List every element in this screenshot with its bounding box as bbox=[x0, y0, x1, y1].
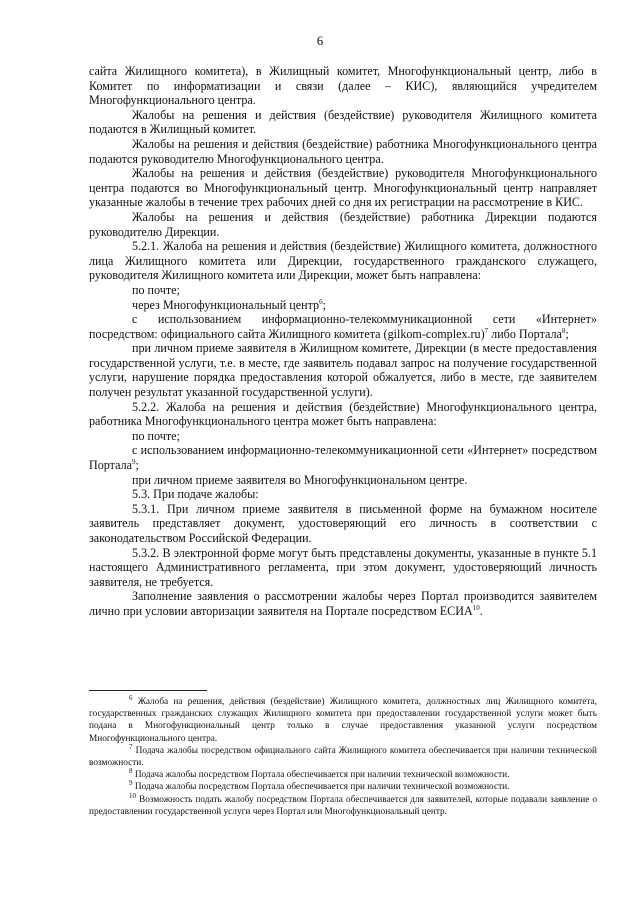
paragraph: с использованием информационно-телекоммуникационной сети «Интернет» посредством Портала$^9$; bbox=[89, 443, 597, 473]
paragraph: при личном приеме заявителя в Жилищном комитете, Дирекции (в месте предоставления государственной услуги, т.е. в месте, где заявитель подавал запрос на получение государственной услуги, нарушение порядка предоставления которой обжалуется, либо в месте, где заявителем получен результат указанной государственной услуги). bbox=[89, 341, 597, 400]
footnote-divider bbox=[89, 690, 207, 691]
body-text bbox=[89, 64, 597, 619]
paragraph: 5.2.1. Жалоба на решения и действия (бездействие) Жилищного комитета, должностного лица Жилищного комитета или Дирекции, государственного гражданского служащего, руководителя Жилищного комитета или Дирекции, может быть направлена: bbox=[89, 239, 597, 283]
footnote: $^6$ Жалоба на решения, действия (бездействие) Жилищного комитета, должностных лиц Жилищного комитета, государственных гражданских служащих Жилищного комитета при предоставлении государственной услуги может быть подана в Многофункциональный центр только в случае предоставления указанной услуги посредством Многофункционального центра. bbox=[89, 693, 597, 744]
footnote: $^8$ Подача жалобы посредством Портала обеспечивается при наличии технической возможности. bbox=[129, 767, 510, 781]
footnote-ref: 6 bbox=[319, 297, 323, 306]
page-number: 6 bbox=[316, 33, 324, 48]
paragraph: 5.3.1. При личном приеме заявителя в письменной форме на бумажном носителе заявитель представляет документ, удостоверяющий его личность в соответствии с законодательством Российской Федерации. bbox=[89, 501, 597, 545]
footnote-ref: 10 bbox=[472, 603, 480, 612]
footnotes bbox=[89, 693, 597, 818]
paragraph: по почте; bbox=[132, 282, 180, 297]
paragraph: Жалобы на решения и действия (бездействие) руководителя Многофункционального центра подаются во Многофункциональный центр. Многофункциональный центр направляет указанные жалобы в течение трех рабочих дней со дня их регистрации на рассмотрение в КИС. bbox=[89, 166, 597, 210]
paragraph: по почте; bbox=[132, 428, 180, 443]
footnote: $^{10}$ Возможность подать жалобу посредством Портала обеспечивается для заявителей, которые подавали заявление о предоставлении государственной услуги через Портал или Многофункциональный центр. bbox=[89, 791, 597, 817]
footnote-ref: 9 bbox=[131, 458, 136, 466]
paragraph: 5.3. При подаче жалобы: bbox=[132, 487, 259, 502]
footnote: $^7$ Подача жалобы посредством официального сайта Жилищного комитета обеспечивается при наличии технической возможности. bbox=[89, 742, 597, 769]
paragraph: Жалобы на решения и действия (бездействие) работника Многофункционального центра подаются руководителю Многофункционального центра. bbox=[89, 136, 597, 166]
paragraph: через Многофункциональный центр$^6$; bbox=[132, 297, 326, 312]
paragraph: при личном приеме заявителя во Многофункциональном центре. bbox=[132, 472, 468, 487]
paragraph: сайта Жилищного комитета), в Жилищный комитет, Многофункциональный центр, либо в Комитет по информатизации и связи (далее – КИС), являющийся учредителем Многофункционального центра. bbox=[89, 64, 597, 108]
paragraph: Жалобы на решения и действия (бездействие) руководителя Жилищного комитета подаются в Жилищный комитет. bbox=[89, 107, 597, 137]
footnote: $^9$ Подача жалобы посредством Портала обеспечивается при наличии технической возможности. bbox=[129, 779, 510, 793]
paragraph: 5.2.2. Жалоба на решения и действия (бездействие) Многофункционального центра, работника Многофункционального центра может быть направлена: bbox=[89, 399, 597, 429]
paragraph: 5.3.2. В электронной форме могут быть представлены документы, указанные в пункте 5.1 настоящего Административного регламента, при этом документ, удостоверяющий личность заявителя, не требуется. bbox=[89, 545, 597, 589]
paragraph: Жалобы на решения и действия (бездействие) работника Дирекции подаются руководителю Дирекции. bbox=[89, 209, 597, 239]
paragraph: с использованием информационно-телекоммуникационной сети «Интернет» посредством: официального сайта Жилищного комитета (gilkom-complex.ru)$^7$ либо Портала$^8$; bbox=[89, 312, 597, 341]
footnote-ref: 8 bbox=[561, 326, 566, 335]
footnote-ref: 7 bbox=[484, 326, 489, 335]
paragraph: Заполнение заявления о рассмотрении жалобы через Портал производится заявителем лично при условии авторизации заявителя на Портале посредством ЕСИА$^{10}$. bbox=[89, 589, 597, 618]
